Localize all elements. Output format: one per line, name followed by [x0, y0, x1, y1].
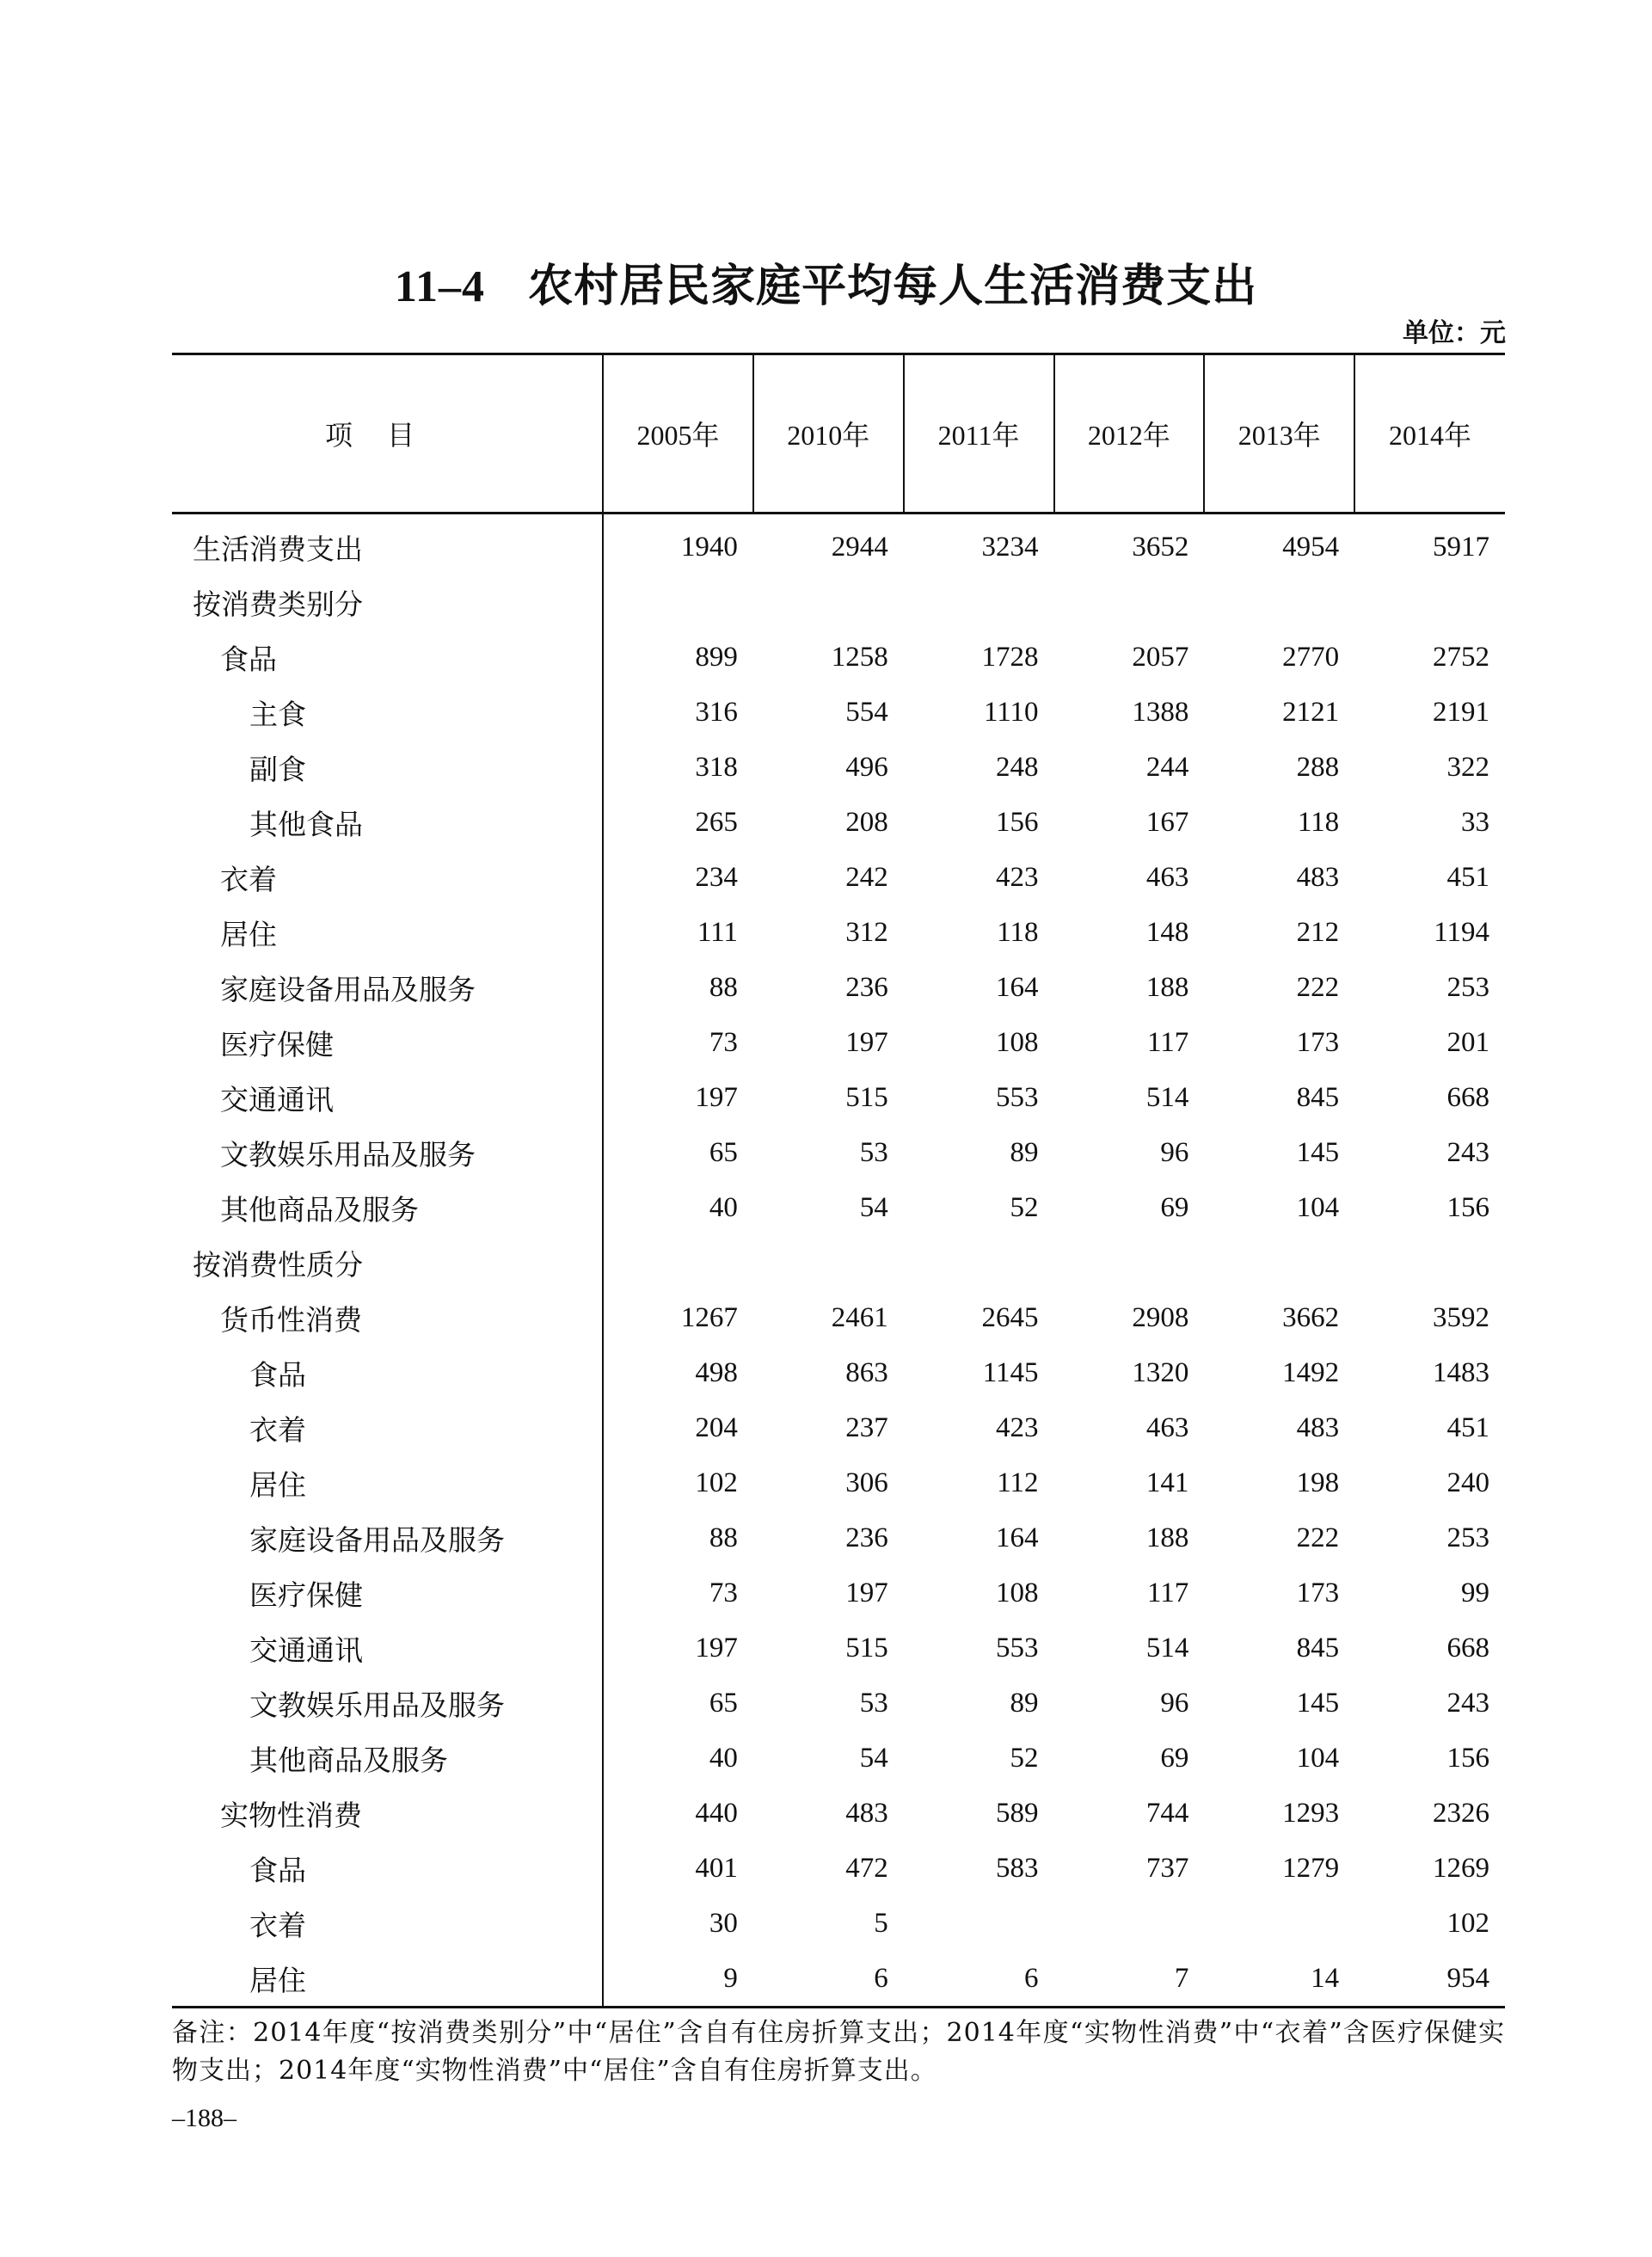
cell-value: 89: [1010, 1136, 1039, 1168]
cell-value: 1483: [1433, 1356, 1489, 1388]
table-row: [172, 1731, 1505, 1786]
cell-value: 104: [1296, 1191, 1340, 1223]
row-label: 医疗保健: [172, 1565, 603, 1620]
cell-value: 322: [1446, 751, 1489, 783]
cell-value: 2770: [1282, 641, 1340, 673]
cell-value: 5: [874, 1907, 888, 1939]
table-row: [172, 905, 1505, 960]
row-label: 按消费类别分: [172, 575, 603, 630]
cell-value: 472: [845, 1852, 888, 1884]
table-row: [172, 1345, 1505, 1400]
cell-value: 253: [1446, 1522, 1489, 1553]
cell-value: 244: [1145, 751, 1189, 783]
table-row: [172, 1070, 1505, 1125]
row-label: 衣着: [172, 850, 603, 905]
cell-value: 553: [996, 1632, 1039, 1664]
cell-value: 148: [1145, 916, 1189, 948]
cell-value: 1279: [1282, 1852, 1340, 1884]
row-label: 生活消费支出: [172, 514, 603, 575]
cell-value: 102: [1446, 1907, 1489, 1939]
cell-value: 668: [1446, 1632, 1489, 1664]
cell-value: 188: [1145, 971, 1189, 1003]
cell-value: 118: [997, 916, 1039, 948]
cell-value: 2057: [1132, 641, 1189, 673]
cell-value: 9: [603, 1951, 753, 2008]
table-row: [172, 1951, 1505, 2008]
table-row: [172, 630, 1505, 685]
cell-value: 1194: [1434, 916, 1489, 948]
cell-value: 104: [1296, 1742, 1340, 1774]
cell-value: 52: [1010, 1742, 1039, 1774]
table-row: [172, 960, 1505, 1015]
cell-value: 197: [695, 1632, 738, 1664]
cell-value: 141: [1145, 1467, 1189, 1498]
cell-value: 145: [1296, 1687, 1340, 1719]
table-row: [172, 1180, 1505, 1235]
cell-value: [1204, 1896, 1354, 1951]
table-row: [172, 514, 1505, 575]
cell-value: 553: [996, 1081, 1039, 1113]
table-row: [172, 1896, 1505, 1951]
cell-value: 52: [1010, 1191, 1039, 1223]
cell-value: 2191: [1433, 696, 1489, 728]
cell-value: 423: [996, 861, 1039, 893]
table-row: [172, 1676, 1505, 1731]
cell-value: 236: [845, 971, 888, 1003]
header-year: 2012年: [1054, 354, 1205, 514]
cell-value: 198: [1296, 1467, 1340, 1498]
cell-value: 14: [1204, 1951, 1354, 2008]
cell-value: 236: [845, 1522, 888, 1553]
row-label: 医疗保健: [172, 1015, 603, 1070]
cell-value: 3234: [981, 531, 1039, 563]
row-label: 食品: [172, 1345, 603, 1400]
cell-value: 108: [996, 1577, 1039, 1608]
cell-value: 197: [845, 1577, 888, 1608]
cell-value: 117: [1147, 1577, 1189, 1608]
cell-value: 73: [709, 1026, 738, 1058]
cell-value: 463: [1145, 1411, 1189, 1443]
cell-value: 88: [709, 1522, 738, 1553]
cell-value: 2908: [1132, 1301, 1189, 1333]
cell-value: 498: [695, 1356, 738, 1388]
cell-value: 3662: [1282, 1301, 1340, 1333]
cell-value: 54: [859, 1742, 888, 1774]
cell-value: 96: [1160, 1687, 1189, 1719]
header-row: [172, 354, 1505, 514]
cell-value: 242: [845, 861, 888, 893]
cell-value: 173: [1296, 1026, 1340, 1058]
cell-value: 1293: [1282, 1797, 1340, 1829]
cell-value: 117: [1147, 1026, 1189, 1058]
row-label: 居住: [172, 1455, 603, 1510]
cell-value: 240: [1446, 1467, 1489, 1498]
cell-value: 188: [1145, 1522, 1189, 1553]
cell-value: 312: [845, 916, 888, 948]
header-year: 2010年: [753, 354, 904, 514]
cell-value: 288: [1296, 751, 1340, 783]
cell-value: 2752: [1433, 641, 1489, 673]
cell-value: 2121: [1282, 696, 1340, 728]
cell-value: [1054, 575, 1205, 630]
cell-value: 237: [845, 1411, 888, 1443]
cell-value: 234: [695, 861, 738, 893]
row-label: 衣着: [172, 1400, 603, 1455]
cell-value: 69: [1160, 1742, 1189, 1774]
cell-value: 845: [1296, 1632, 1340, 1664]
row-label: 居住: [172, 905, 603, 960]
row-label: 副食: [172, 740, 603, 795]
cell-value: 1940: [680, 531, 738, 563]
row-label: 食品: [172, 1841, 603, 1896]
cell-value: 451: [1446, 1411, 1489, 1443]
table-row: [172, 1290, 1505, 1345]
row-label: 货币性消费: [172, 1290, 603, 1345]
page-title: [0, 249, 1652, 314]
row-label: 其他商品及服务: [172, 1731, 603, 1786]
cell-value: 118: [1297, 806, 1340, 838]
cell-value: 111: [697, 916, 738, 948]
table-row: [172, 1125, 1505, 1180]
cell-value: 583: [996, 1852, 1039, 1884]
cell-value: 496: [845, 751, 888, 783]
row-label: 主食: [172, 685, 603, 740]
header-item: 项目: [172, 354, 603, 514]
cell-value: 30: [709, 1907, 738, 1939]
cell-value: 53: [859, 1136, 888, 1168]
cell-value: 243: [1446, 1687, 1489, 1719]
cell-value: 265: [695, 806, 738, 838]
cell-value: 863: [845, 1356, 888, 1388]
cell-value: 102: [695, 1467, 738, 1498]
cell-value: 33: [1461, 806, 1489, 838]
row-label: 其他商品及服务: [172, 1180, 603, 1235]
cell-value: 451: [1446, 861, 1489, 893]
row-label: 交通通讯: [172, 1620, 603, 1676]
table-row: [172, 1786, 1505, 1841]
cell-value: 99: [1461, 1577, 1489, 1608]
table-row: [172, 1400, 1505, 1455]
cell-value: 40: [709, 1191, 738, 1223]
header-year: 2011年: [904, 354, 1054, 514]
cell-value: 54: [859, 1191, 888, 1223]
cell-value: 248: [996, 751, 1039, 783]
cell-value: 737: [1145, 1852, 1189, 1884]
cell-value: 2645: [981, 1301, 1039, 1333]
table-number: 11–4: [394, 262, 486, 311]
cell-value: 954: [1354, 1951, 1505, 2008]
cell-value: [753, 575, 904, 630]
row-label: 食品: [172, 630, 603, 685]
cell-value: [1354, 1235, 1505, 1290]
cell-value: 167: [1145, 806, 1189, 838]
table-row: [172, 1510, 1505, 1565]
cell-value: 145: [1296, 1136, 1340, 1168]
cell-value: [603, 1235, 753, 1290]
cell-value: 589: [996, 1797, 1039, 1829]
cell-value: 1145: [982, 1356, 1039, 1388]
header-year: 2005年: [603, 354, 753, 514]
row-label: 家庭设备用品及服务: [172, 960, 603, 1015]
consumption-table: [172, 353, 1505, 2008]
row-label: 文教娱乐用品及服务: [172, 1125, 603, 1180]
cell-value: [1054, 1235, 1205, 1290]
table-row: [172, 1235, 1505, 1290]
cell-value: 88: [709, 971, 738, 1003]
table-body: [172, 514, 1505, 2008]
cell-value: 156: [1446, 1191, 1489, 1223]
cell-value: 243: [1446, 1136, 1489, 1168]
cell-value: 222: [1296, 1522, 1340, 1553]
cell-value: 156: [1446, 1742, 1489, 1774]
table-row: [172, 1565, 1505, 1620]
cell-value: [904, 1896, 1054, 1951]
cell-value: 1388: [1132, 696, 1189, 728]
cell-value: 6: [904, 1951, 1054, 2008]
cell-value: 89: [1010, 1687, 1039, 1719]
cell-value: 73: [709, 1577, 738, 1608]
row-label: 实物性消费: [172, 1786, 603, 1841]
cell-value: 483: [845, 1797, 888, 1829]
row-label: 家庭设备用品及服务: [172, 1510, 603, 1565]
cell-value: 515: [845, 1081, 888, 1113]
cell-value: 515: [845, 1632, 888, 1664]
cell-value: 4954: [1282, 531, 1340, 563]
cell-value: 208: [845, 806, 888, 838]
unit-label: 单位：元: [1403, 318, 1506, 348]
cell-value: 1728: [981, 641, 1039, 673]
cell-value: 53: [859, 1687, 888, 1719]
cell-value: 1258: [831, 641, 888, 673]
cell-value: [603, 575, 753, 630]
cell-value: 69: [1160, 1191, 1189, 1223]
cell-value: [904, 575, 1054, 630]
cell-value: 306: [845, 1467, 888, 1498]
cell-value: 899: [695, 641, 738, 673]
cell-value: 1320: [1132, 1356, 1189, 1388]
cell-value: 201: [1446, 1026, 1489, 1058]
cell-value: 744: [1145, 1797, 1189, 1829]
table-title-text: 农村居民家庭平均每人生活消费支出: [528, 260, 1258, 312]
cell-value: 5917: [1433, 531, 1489, 563]
cell-value: 222: [1296, 971, 1340, 1003]
cell-value: 423: [996, 1411, 1039, 1443]
cell-value: 2461: [831, 1301, 888, 1333]
cell-value: 401: [695, 1852, 738, 1884]
cell-value: 212: [1296, 916, 1340, 948]
footnote: 备注：2014年度“按消费类别分”中“居住”含自有住房折算支出；2014年度“实物性消费”中“衣着”含医疗保健实物支出；2014年度“实物性消费”中“居住”含自有住房折算支出。: [172, 2018, 1505, 2086]
table-row: [172, 740, 1505, 795]
cell-value: [1204, 575, 1354, 630]
cell-value: 316: [695, 696, 738, 728]
cell-value: 1110: [983, 696, 1039, 728]
cell-value: 6: [753, 1951, 904, 2008]
cell-value: 463: [1145, 861, 1189, 893]
table-row: [172, 1455, 1505, 1510]
table-row: [172, 1841, 1505, 1896]
cell-value: 173: [1296, 1577, 1340, 1608]
cell-value: 164: [996, 1522, 1039, 1553]
table-row: [172, 1620, 1505, 1676]
cell-value: 108: [996, 1026, 1039, 1058]
cell-value: 204: [695, 1411, 738, 1443]
cell-value: 554: [845, 696, 888, 728]
cell-value: 197: [845, 1026, 888, 1058]
table-row: [172, 1015, 1505, 1070]
table-row: [172, 575, 1505, 630]
page-number: –188–: [172, 2104, 236, 2132]
cell-value: 483: [1296, 861, 1340, 893]
cell-value: 7: [1054, 1951, 1205, 2008]
cell-value: 96: [1160, 1136, 1189, 1168]
cell-value: [753, 1235, 904, 1290]
cell-value: 1492: [1282, 1356, 1340, 1388]
cell-value: 65: [709, 1687, 738, 1719]
cell-value: [1204, 1235, 1354, 1290]
cell-value: 514: [1145, 1081, 1189, 1113]
cell-value: 1267: [680, 1301, 738, 1333]
cell-value: 440: [695, 1797, 738, 1829]
cell-value: [1054, 1896, 1205, 1951]
cell-value: 65: [709, 1136, 738, 1168]
row-label: 居住: [172, 1951, 603, 2008]
cell-value: 3652: [1132, 531, 1189, 563]
cell-value: 318: [695, 751, 738, 783]
cell-value: 2944: [831, 531, 888, 563]
cell-value: 40: [709, 1742, 738, 1774]
row-label: 其他食品: [172, 795, 603, 850]
table-row: [172, 795, 1505, 850]
cell-value: 112: [997, 1467, 1039, 1498]
cell-value: 253: [1446, 971, 1489, 1003]
header-year: 2014年: [1354, 354, 1505, 514]
table-row: [172, 850, 1505, 905]
cell-value: 164: [996, 971, 1039, 1003]
table-row: [172, 685, 1505, 740]
cell-value: 197: [695, 1081, 738, 1113]
row-label: 交通通讯: [172, 1070, 603, 1125]
cell-value: [904, 1235, 1054, 1290]
cell-value: [1354, 575, 1505, 630]
cell-value: 3592: [1433, 1301, 1489, 1333]
row-label: 按消费性质分: [172, 1235, 603, 1290]
cell-value: 2326: [1433, 1797, 1489, 1829]
cell-value: 156: [996, 806, 1039, 838]
row-label: 文教娱乐用品及服务: [172, 1676, 603, 1731]
cell-value: 845: [1296, 1081, 1340, 1113]
cell-value: 1269: [1433, 1852, 1489, 1884]
cell-value: 668: [1446, 1081, 1489, 1113]
cell-value: 514: [1145, 1632, 1189, 1664]
header-year: 2013年: [1204, 354, 1354, 514]
cell-value: 483: [1296, 1411, 1340, 1443]
row-label: 衣着: [172, 1896, 603, 1951]
